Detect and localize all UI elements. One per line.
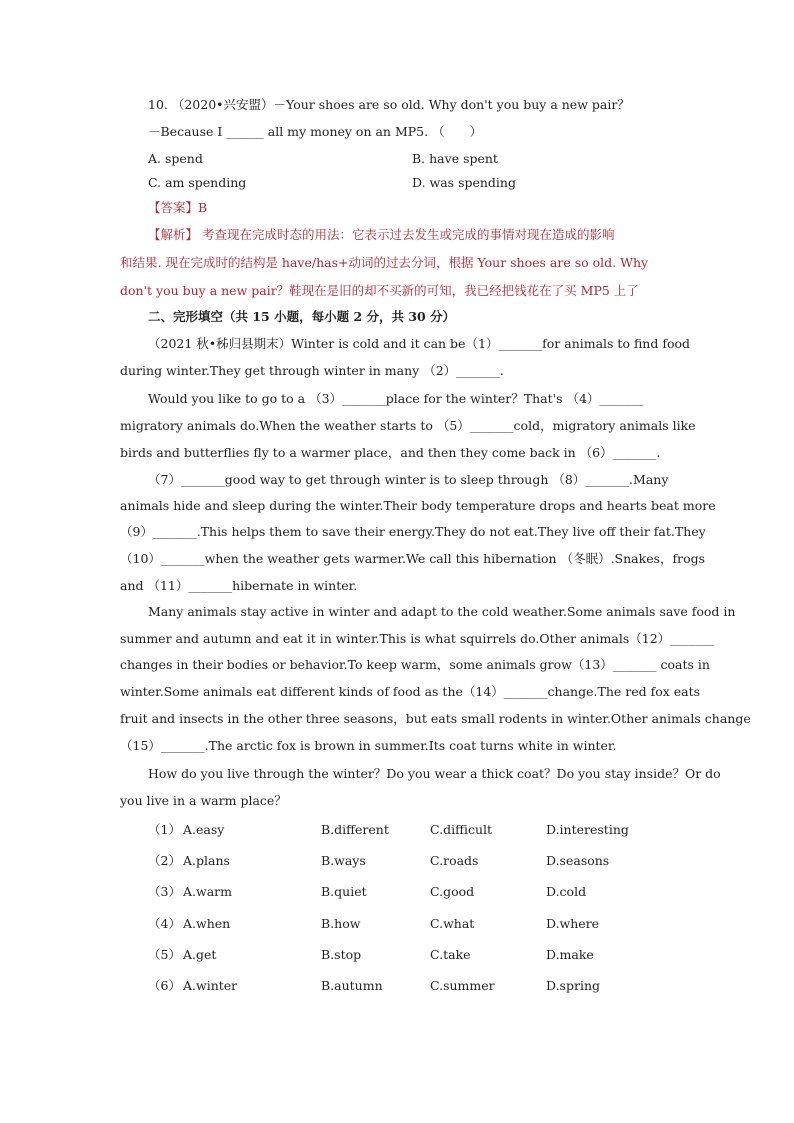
analysis-text: 【解析】 考查现在完成时态的用法：它表示过去发生或完成的事情对现在造成的影响 (148, 227, 615, 242)
choice-a: A.warm (183, 884, 232, 899)
section-heading: 二、完形填空（共 15 小题，每小题 2 分，共 30 分） (148, 309, 456, 324)
choice-b: B.stop (321, 947, 362, 962)
choice-d: D.where (546, 916, 600, 931)
choice-number: （6） (148, 978, 181, 993)
passage-line: you live in a warm place？ (120, 793, 287, 808)
passage-line: How do you live through the winter？Do you wear a thick coat？Do you stay inside？Or do (148, 766, 721, 781)
choice-a: A.when (183, 916, 231, 931)
passage-line: summer and autumn and eat it in winter.This is what squirrels do.Other animals（12）_______ (120, 631, 714, 646)
q10-analysis-line-2: 和结果. 现在完成时的结构是 have/has+动词的过去分词，根据 Your shoes are so old. Why (120, 255, 649, 270)
choice-row-5 (148, 946, 708, 964)
q10-analysis-line-3: don't you buy a new pair？鞋现在是旧的却不买新的可知，我已经把钱花在了买 MP5 上了 (120, 283, 639, 298)
choice-b: B.ways (321, 853, 366, 868)
choice-number: （2） (148, 853, 181, 868)
passage-line: （10）_______when the weather gets warmer.We call this hibernation （冬眠）.Snakes，frogs (120, 551, 706, 566)
choice-row-6 (148, 977, 708, 995)
passage-line: （15）_______.The arctic fox is brown in summer.Its coat turns white in winter. (120, 738, 617, 753)
choice-b: B.different (321, 822, 389, 837)
choice-number: （4） (148, 916, 181, 931)
passage-line: （2021 秋•秭归县期末）Winter is cold and it can be（1）_______for animals to find food (148, 336, 690, 351)
q10-stem: 10. （2020•兴安盟）－Your shoes are so old. Why don't you buy a new pair？ (148, 97, 630, 112)
choice-row-4 (148, 915, 708, 933)
passage-line: fruit and insects in the other three seasons，but eats small rodents in winter.Other animals change (120, 711, 751, 726)
choice-c: C.difficult (430, 822, 493, 837)
choice-a: A.plans (183, 853, 230, 868)
passage-line: Many animals stay active in winter and adapt to the cold weather.Some animals save food in (148, 604, 736, 619)
choice-d: D.spring (546, 978, 600, 993)
choice-c: C.roads (430, 853, 479, 868)
choice-number: （3） (148, 884, 181, 899)
passage-line: changes in their bodies or behavior.To keep warm，some animals grow（13）_______ coats in (120, 657, 710, 672)
choice-c: C.summer (430, 978, 495, 993)
q10-stem-continued: －Because I ______ all my money on an MP5. （ ） (148, 124, 483, 139)
passage-line: winter.Some animals eat different kinds of food as the（14）_______change.The red fox eats (120, 684, 701, 699)
passage-line: Would you like to go to a （3）_______place for the winter？That's （4）_______ (148, 391, 644, 406)
choice-number: （1） (148, 822, 181, 837)
q10-option-b: B. have spent (412, 151, 498, 166)
passage-line: migratory animals do.When the weather starts to （5）_______cold，migratory animals like (120, 418, 696, 433)
choice-row-2 (148, 852, 708, 870)
q10-option-d: D. was spending (412, 175, 516, 190)
choice-a: A.winter (183, 978, 238, 993)
passage-line: birds and butterflies fly to a warmer place，and then they come back in （6）_______. (120, 445, 661, 460)
choice-d: D.cold (546, 884, 587, 899)
passage-line: during winter.They get through winter in many （2）_______. (120, 363, 504, 378)
choice-d: D.seasons (546, 853, 610, 868)
choice-b: B.quiet (321, 884, 367, 899)
choice-number: （5） (148, 947, 181, 962)
passage-line: （9）_______.This helps them to save their energy.They do not eat.They live off their fat.They (120, 524, 706, 539)
q10-option-a: A. spend (148, 151, 203, 166)
choice-a: A.get (183, 947, 217, 962)
passage-line: （7）_______good way to get through winter is to sleep through （8）_______.Many (148, 472, 669, 487)
choice-b: B.autumn (321, 978, 383, 993)
q10-answer: 【答案】B (148, 200, 208, 215)
choice-d: D.make (546, 947, 594, 962)
choice-c: C.take (430, 947, 471, 962)
choice-c: C.what (430, 916, 475, 931)
passage-line: and （11）_______hibernate in winter. (120, 578, 358, 593)
choice-row-3 (148, 883, 708, 901)
q10-option-c: C. am spending (148, 175, 247, 190)
choice-row-1 (148, 821, 708, 839)
choice-d: D.interesting (546, 822, 629, 837)
choice-c: C.good (430, 884, 475, 899)
q10-analysis-line-1 (148, 226, 673, 244)
choice-a: A.easy (183, 822, 225, 837)
passage-line: animals hide and sleep during the winter.Their body temperature drops and hearts beat more (120, 498, 716, 513)
choice-b: B.how (321, 916, 361, 931)
